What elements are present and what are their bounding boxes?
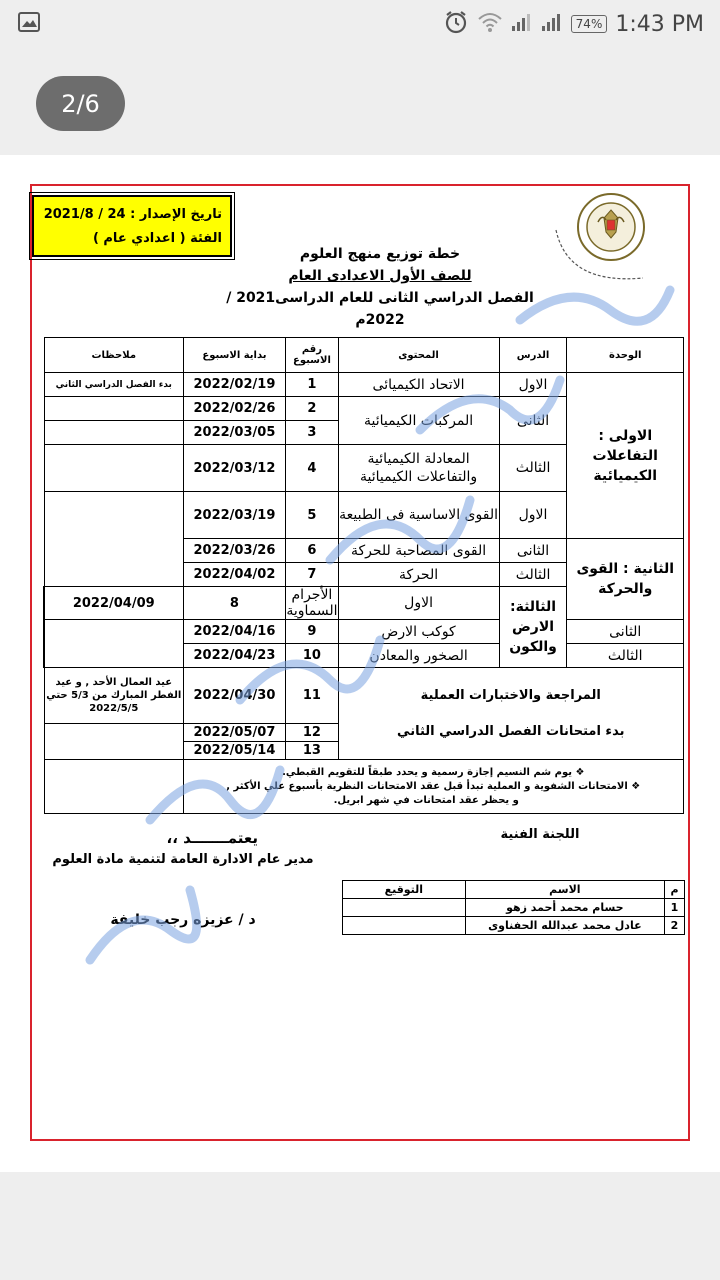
content-cell: المركبات الكيميائية: [338, 397, 499, 445]
exams-label: بدء امتحانات الفصل الدراسي الثاني: [397, 723, 625, 739]
content-cell: الاتحاد الكيميائى: [338, 373, 499, 397]
unit-3: الثالثة: الارض والكون: [499, 587, 567, 668]
date-cell: 2022/03/26: [183, 539, 286, 563]
date-cell: 2022/05/07: [183, 724, 286, 742]
member-num: 1: [665, 899, 685, 917]
committee-header-row: [343, 881, 685, 899]
note-cell: [45, 445, 184, 492]
signal-icon-1: [511, 12, 533, 36]
lesson-cell: الثالث: [499, 445, 567, 492]
week-cell: 13: [286, 742, 338, 760]
date-cell: 2022/02/19: [183, 373, 286, 397]
week-cell: 2: [286, 397, 338, 421]
date-cell: 2022/04/02: [183, 563, 286, 587]
note-cell: [45, 492, 184, 587]
lesson-cell: الثالث: [567, 644, 684, 668]
lesson-cell: الثالث: [499, 563, 567, 587]
lesson-cell: الثانى: [499, 397, 567, 445]
member-signature: [343, 899, 466, 917]
status-bar: [0, 0, 720, 48]
approve-label: يعتمـــــــد ،،: [166, 829, 258, 847]
week-cell: 4: [286, 445, 338, 492]
date-cell: 2022/04/09: [45, 587, 184, 620]
content-cell: القوى الاساسية فى الطبيعة: [338, 492, 499, 539]
note-cell: [45, 397, 184, 421]
content-cell: القوى المصاحبة للحركة: [338, 539, 499, 563]
member-num: 2: [665, 917, 685, 935]
date-cell: 2022/03/05: [183, 421, 286, 445]
footnote-item: ❖ يوم شم النسيم إجازة رسمية و يحدد طبقاً للتقويم القبطي.: [282, 766, 585, 778]
week-cell: 11: [286, 668, 338, 724]
member-name: حسام محمد أحمد زهو: [465, 899, 664, 917]
document-titles: [215, 243, 545, 331]
content-cell: الأجرام السماوية: [286, 587, 338, 619]
footnote-item: و يحظر عقد امتحانات في شهر ابريل.: [333, 794, 519, 806]
term-title: الفصل الدراسي الثانى للعام الدراسى2021 / 2022م: [226, 290, 534, 328]
week-cell: 3: [286, 421, 338, 445]
week-cell: 7: [286, 563, 338, 587]
week-cell: 12: [286, 724, 338, 742]
page-counter: 2/6: [36, 76, 125, 131]
note-cell: عيد العمال الأحد , و عيد الفطر المبارك من 5/3 حتي 2022/5/5: [45, 668, 184, 724]
header-notes: ملاحظات: [45, 338, 184, 373]
content-cell: الحركة: [338, 563, 499, 587]
committee-header-signature: التوقيع: [343, 881, 466, 899]
unit-1: الاولى : التفاعلات الكيميائية: [567, 373, 684, 539]
note-cell: [45, 421, 184, 445]
note-cell: [45, 724, 184, 760]
member-signature: [343, 917, 466, 935]
table-row: [44, 620, 684, 644]
header-week-start: بداية الاسبوع: [183, 338, 286, 373]
member-name: عادل محمد عبدالله الحفناوى: [465, 917, 664, 935]
director-name: د / عزيزه رجب خليفة: [110, 912, 256, 928]
alarm-icon: [443, 9, 469, 39]
lesson-cell: الثانى: [567, 620, 684, 644]
director-title: مدير عام الادارة العامة لتنمية مادة العلوم: [52, 852, 314, 867]
table-row: [44, 668, 684, 724]
week-cell: 8: [183, 587, 286, 620]
week-cell: 10: [286, 644, 338, 668]
note-cell: [44, 587, 45, 668]
date-cell: 2022/05/14: [183, 742, 286, 760]
category-label: الفئة ( اعدادي عام ): [92, 231, 222, 246]
footnote-item: ❖ الامتحانات الشفوية و العملية تبدأ قبل عقد الامتحانات النظرية بأسبوع علي الأكثر ,: [226, 780, 641, 792]
lesson-cell: الثانى: [499, 539, 567, 563]
week-cell: 1: [286, 373, 338, 397]
lesson-cell: الاول: [338, 587, 499, 620]
unit-2: الثانية : القوى والحركة: [567, 539, 684, 620]
week-cell: 9: [286, 620, 338, 644]
content-cell: الصخور والمعادن: [338, 644, 499, 668]
week-cell: 6: [286, 539, 338, 563]
date-cell: 2022/04/30: [183, 668, 286, 724]
date-cell: 2022/03/19: [183, 492, 286, 539]
footnotes-row: [44, 760, 684, 814]
week-cell: 5: [286, 492, 338, 539]
signal-icon-2: [541, 12, 563, 36]
date-cell: 2022/02/26: [183, 397, 286, 421]
header-content: المحتوى: [338, 338, 499, 373]
battery-indicator: 74%: [571, 15, 608, 33]
footnotes-cell: [183, 760, 683, 814]
review-label: المراجعة والاختبارات العملية: [420, 687, 601, 703]
date-cell: 2022/04/16: [183, 620, 286, 644]
committee-title: اللجنة الفنية: [500, 827, 580, 842]
committee-row: [343, 917, 685, 935]
date-cell: 2022/03/12: [183, 445, 286, 492]
lesson-cell: الاول: [499, 373, 567, 397]
committee-table: [342, 880, 685, 935]
header-week-no: رقم الاسبوع: [286, 338, 338, 373]
footnote-side-cell: [45, 760, 184, 814]
issue-date-box: [32, 195, 232, 257]
note-cell: بدء الفصل الدراسي الثاني: [45, 373, 184, 397]
grade-title: للصف الأول الاعدادى العام: [288, 268, 472, 284]
table-header-row: [44, 338, 684, 373]
table-row: [44, 373, 684, 397]
committee-row: [343, 899, 685, 917]
review-exams-cell: [338, 668, 683, 760]
clock: 1:43 PM: [615, 11, 704, 37]
header-lesson: الدرس: [499, 338, 567, 373]
wifi-icon: [477, 11, 503, 37]
date-cell: 2022/04/23: [183, 644, 286, 668]
committee-header-name: الاسم: [465, 881, 664, 899]
lesson-cell: الاول: [499, 492, 567, 539]
header-unit: الوحدة: [567, 338, 684, 373]
content-cell: المعادلة الكيميائية والتفاعلات الكيميائية: [338, 445, 499, 492]
committee-header-num: م: [665, 881, 685, 899]
signature-block: [48, 827, 318, 931]
directorate-arc-text: [548, 210, 678, 290]
content-cell: كوكب الارض: [338, 620, 499, 644]
curriculum-table: [43, 337, 684, 814]
table-row: [44, 644, 684, 668]
issue-date: تاريخ الإصدار : 24 / 2021/8: [43, 207, 222, 222]
image-notification-icon: [18, 12, 40, 32]
plan-title: خطة توزيع منهج العلوم: [299, 246, 461, 262]
